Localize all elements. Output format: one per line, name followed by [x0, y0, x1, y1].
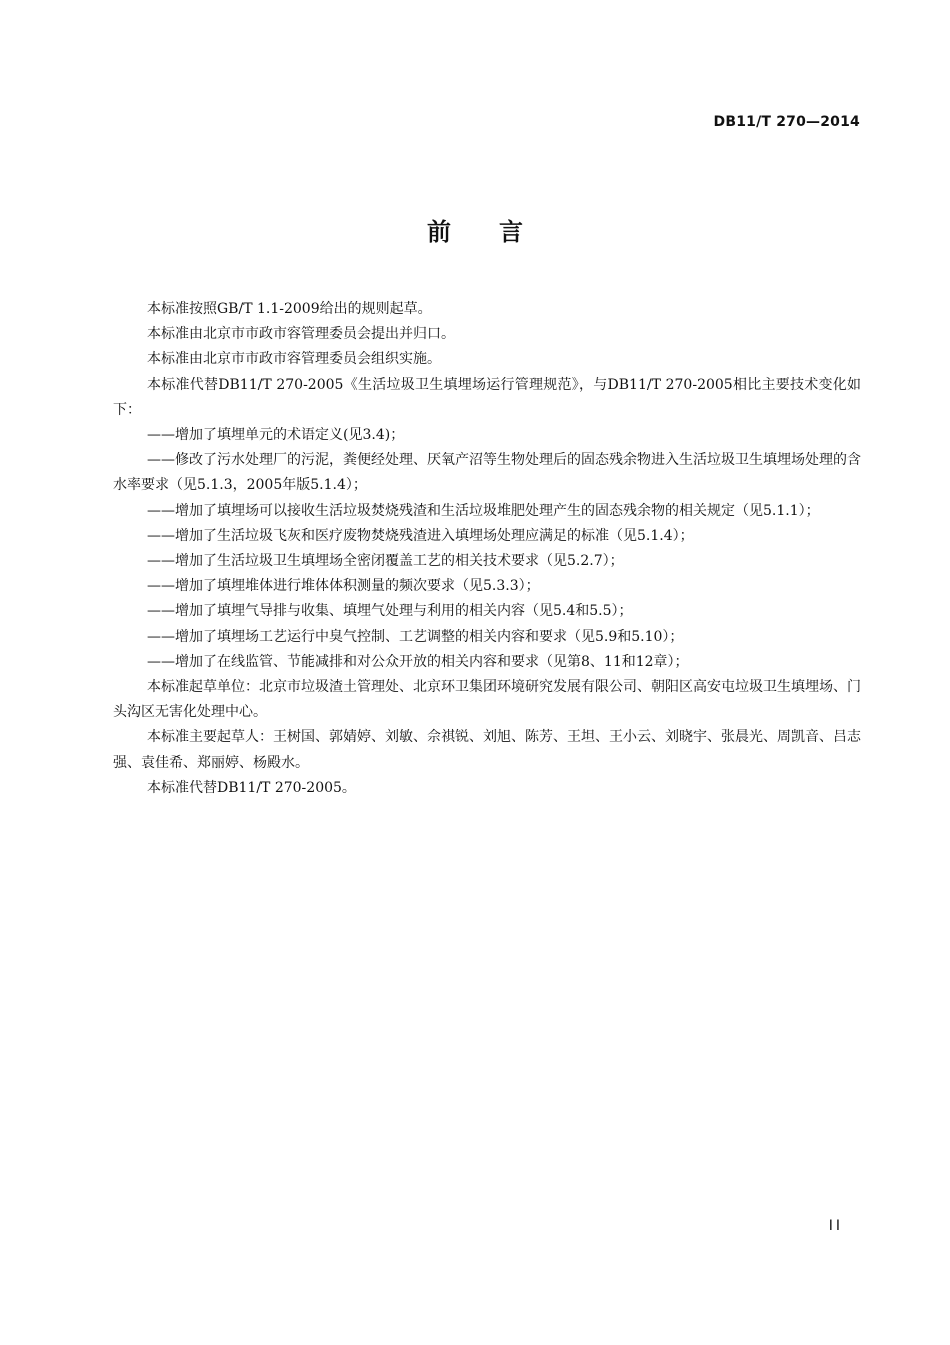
page-title: 前言 [427, 218, 571, 246]
change-item: ——增加了在线监管、节能减排和对公众开放的相关内容和要求（见第8、11和12章）； [147, 653, 689, 670]
paragraph-proposer: 本标准由北京市市政市容管理委员会提出并归口。 [147, 326, 455, 343]
change-item: ——增加了填埋场可以接收生活垃圾焚烧残渣和生活垃圾堆肥处理产生的固态残余物的相关规定（见5.1.1）； [147, 502, 820, 519]
foreword-body [113, 297, 861, 801]
change-item: ——增加了填埋堆体进行堆体体积测量的频次要求（见5.3.3）； [147, 578, 540, 595]
paragraph-implementer: 本标准由北京市市政市容管理委员会组织实施。 [147, 351, 441, 368]
standard-code: DB11/T 270—2014 [713, 114, 860, 130]
paragraph-replacement-changes: 本标准代替DB11/T 270-2005《生活垃圾卫生填埋场运行管理规范》，与DB11/T 270-2005相比主要技术变化如下： [113, 376, 861, 418]
change-item: ——增加了生活垃圾卫生填埋场全密闭覆盖工艺的相关技术要求（见5.2.7）； [147, 553, 624, 570]
paragraph-drafting-units: 本标准起草单位：北京市垃圾渣土管理处、北京环卫集团环境研究发展有限公司、朝阳区高安屯垃圾卫生填埋场、门头沟区无害化处理中心。 [113, 679, 861, 721]
change-item: ——增加了填埋气导排与收集、填埋气处理与利用的相关内容（见5.4和5.5）； [147, 603, 633, 620]
change-item: ——增加了填埋单元的术语定义(见3.4)； [147, 427, 405, 444]
paragraph-drafters: 本标准主要起草人：王树国、郭婧婷、刘敏、佘祺锐、刘旭、陈芳、王坦、王小云、刘晓宇、张晨光、周凯音、吕志强、袁佳希、郑丽婷、杨殿水。 [113, 729, 861, 771]
paragraph-supersedes: 本标准代替DB11/T 270-2005。 [147, 779, 356, 796]
change-item: ——增加了生活垃圾飞灰和医疗废物焚烧残渣进入填埋场处理应满足的标准（见5.1.4）； [147, 527, 694, 544]
change-item: ——修改了污水处理厂的污泥，粪便经处理、厌氧产沼等生物处理后的固态残余物进入生活垃圾卫生填埋场处理的含水率要求（见5.1.3，2005年版5.1.4）； [113, 452, 861, 494]
page-number: II [828, 1218, 843, 1234]
paragraph-drafting-rules: 本标准按照GB/T 1.1-2009给出的规则起草。 [147, 301, 432, 317]
change-item: ——增加了填埋场工艺运行中臭气控制、工艺调整的相关内容和要求（见5.9和5.10）； [147, 628, 684, 645]
